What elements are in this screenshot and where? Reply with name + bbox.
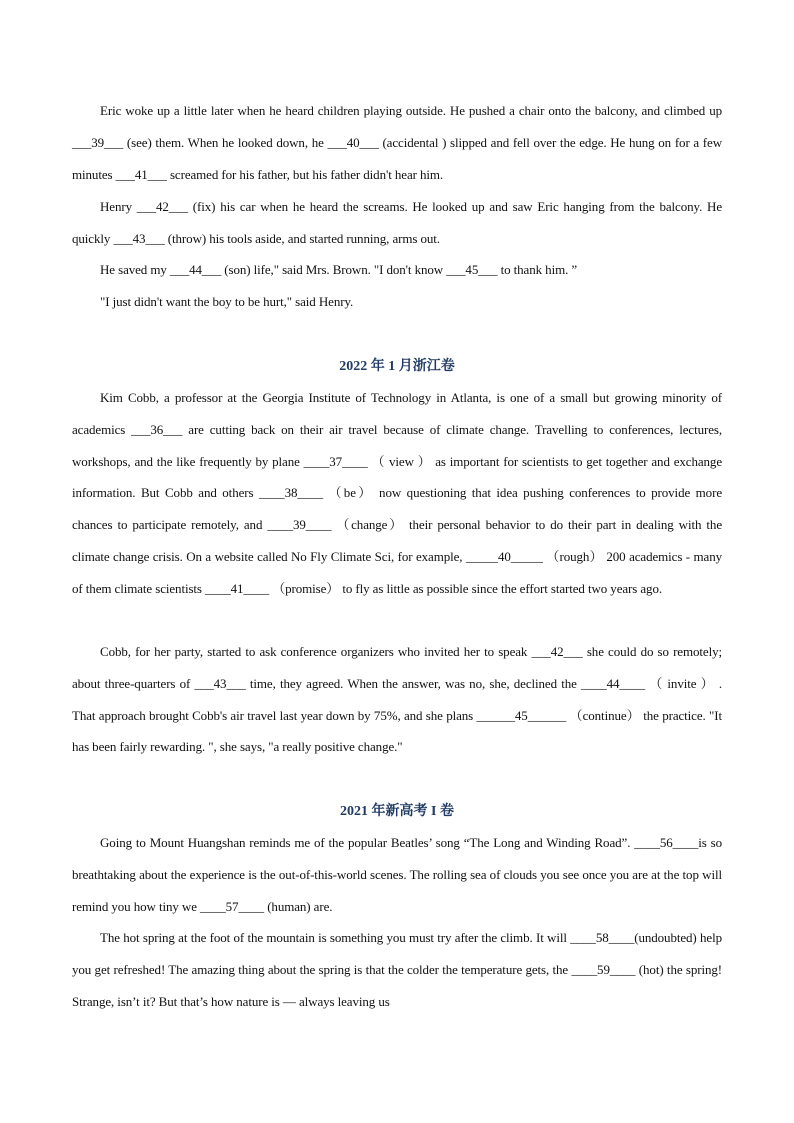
paragraph: Kim Cobb, a professor at the Georgia Institute of Technology in Atlanta, is one of a small but growing minority of academics ___36___ are cutting back on their air travel because of climate change. Travelling to conferences, lectures, workshops, and the like frequently by plane ____37____ （ view ） as important for scientists to get together and exchange information. But Cobb and others ____38____ （be） now questioning that idea pushing conferences to provide more chances to participate remotely, and ____39____ （change） their personal behavior to do their part in dealing with the climate change crisis. On a website called No Fly Climate Sci, for example, _____40_____ （rough） 200 academics - many of them climate scientists ____41____ （promise） to fly as little as possible since the effort started two years ago. — [72, 390, 722, 596]
paragraph: Eric woke up a little later when he heard children playing outside. He pushed a chair onto the balcony, and climbed up ___39___ (see) them. When he looked down, he ___40___ (accidental ) slipped and fell over the edge. He hung on for a few minutes ___41___ screamed for his father, but his father didn't hear him. — [72, 103, 722, 182]
paragraph: Going to Mount Huangshan reminds me of the popular Beatles’ song “The Long and Winding Road”. ____56____is so breathtaking about the experience is the out-of-this-world scenes. The rolling sea of clouds you see once you are at the top will remind you how tiny we ____57____ (human) are. — [72, 835, 722, 914]
paragraph: He saved my ___44___ (son) life," said Mrs. Brown. "I don't know ___45___ to thank him. ” — [100, 262, 578, 277]
paragraph: The hot spring at the foot of the mountain is something you must try after the climb. It will ____58____(undoubted) help you get refreshed! The amazing thing about the spring is that the colder the temperature gets, the ____59____ (hot) the spring! Strange, isn’t it? But that’s how nature is — always leaving us — [72, 930, 722, 1009]
paragraph: Henry ___42___ (fix) his car when he heard the screams. He looked up and saw Eric hanging from the balcony. He quickly ___43___ (throw) his tools aside, and started running, arms out. — [72, 199, 722, 246]
section-heading: 2021 年新高考 I 卷 — [340, 804, 454, 819]
section-heading: 2022 年 1 月浙江卷 — [339, 359, 455, 374]
paragraph: Cobb, for her party, started to ask conference organizers who invited her to speak ___42___ she could do so remotely; about three-quarters of ___43___ time, they agreed. When the answer, was no, she, declined the ____44____ （ invite ） . That approach brought Cobb's air travel last year down by 75%, and she plans ______45______ （continue） the practice. "It has been fairly rewarding. ", she says, "a really positive change." — [72, 644, 722, 755]
paragraph: "I just didn't want the boy to be hurt," said Henry. — [100, 294, 354, 309]
